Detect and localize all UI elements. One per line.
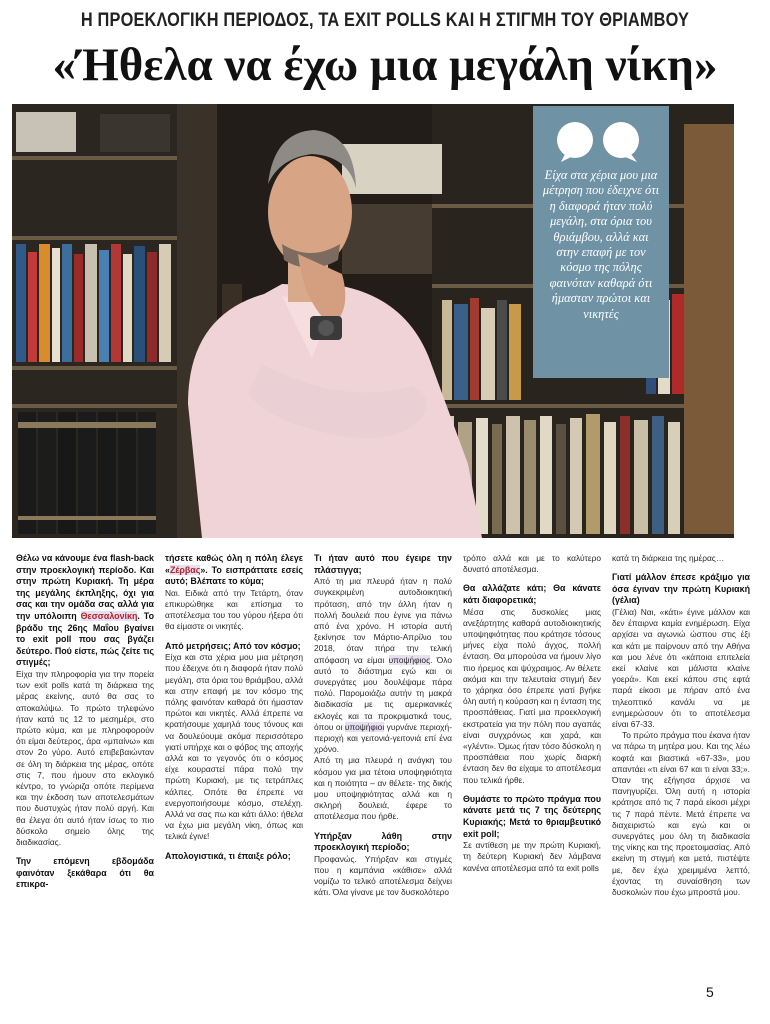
answer-text: Είχα την πληροφορία για την πορεία των exit polls κατά τη διάρκεια της μέρας εκείνης, αυτό θα σας το αποκαλύψω. Το πρώτο τηλεφώνο ήταν κατά τις 12 το μεσημέρι, στο πρώτο κύμα, και με πληροφορούν ότι είμαι δεύτερος, άρα «μπαίνω» και στον 2ο γύρο. Αυτό επιβεβαιώνταν σε όλη τη διάρκεια της μέρας, οπότε στις 7, που ήμουν στο εκλογικό κέντρο, το γνώριζα οπότε περίμενα και την έκδοση των αποτελεσμάτων που δυστυχώς ήταν πολύ αργή. Και θα έλεγα ότι αυτό ήταν ίσως το πιο δύσκολο σημείο όλης της διαδικασίας. [16,668,154,847]
question-text: Θυμάστε το πρώτο πράγμα που κάνατε μετά τις 7 της δεύτερης Κυριακής; Μετά το θριαμβευτικό exit poll; [463,793,601,839]
question-part: τήσετε καθώς όλη η πόλη έλεγε « [165,553,303,575]
article-column-1 [16,553,154,891]
answer-text: Σε αντίθεση με την πρώτη Κυριακή, τη δεύτερη Κυριακή δεν λάμβανα κανένα αποτέλεσμα από τα exit polls [463,840,601,873]
kicker: Η ΠΡΟΕΚΛΟΓΙΚΗ ΠΕΡΙΟΔΟΣ, ΤΑ EXIT POLLS ΚΑΙ Η ΣΤΙΓΜΗ ΤΟΥ ΘΡΙΑΜΒΟΥ [80,10,690,31]
question-text: Απολογιστικά, τι έπαιξε ρόλο; [165,850,291,861]
article-column-2 [165,553,303,862]
question-text [16,553,154,669]
answer-text [314,576,452,755]
question-text: Την επόμενη εβδομάδα φαινόταν ξεκάθαρα ότι θα επικρα- [16,856,154,890]
question-part: Θέλω να κάνουμε ένα flash-back στην προεκλογική περίοδο. Και στην πρώτη Κυριακή. Τη μέρα της μεγάλης έκπληξης, όχι για σας και την ομάδα σας αλλά για την υπόλοιπη [16,553,154,621]
answer-part: Από τη μια πλευρά ήταν η πολύ συγκεκριμένη αυτοδιοικητική πρόταση, από την άλλη ήταν η πολλή δουλειά που έγινε για πάνω από ένα χρόνο. Η ιστορία αυτή ξεκίνησε τον Μάρτιο-Απρίλιο του 2018, όταν πήρα την τελική απόφαση να είμαι [314,576,452,665]
answer-text: Το πρώτο πράγμα που έκανα ήταν να πάρω τη μητέρα μου. Και της λέω κοφτά και βιαστικά «67-33», μου απαντάει «τι είναι 67 και τι είναι 33;». Όταν της εξήγησα άρχισε να πανηγυρίζει. Όλη αυτή η ιστορία κράτησε από τις 7 παρά είκοσι μέχρι τις 7 παρά πέντε. Μετά έπρεπε να διαχειριστώ και εγώ και οι συνεργάτες μου όλη τη διαδικασία της νίκης και της προετοιμασίας. Από εκείνη τη στιγμή και μετά, πιστέψτε με, δεν έχω χρειμιμένα λεπτό, έχοντας τη συναίσθηση των δυσκολιών που έχω μπροστά μου. [612,730,750,898]
question-text: Γιατί μάλλον έπεσε κράξιμο για όσα έγιναν την πρώτη Κυριακή (γέλια) [612,572,750,606]
question-part: ». Το εισπράττατε εσείς αυτό; Βλέπατε το κύμα; [165,564,303,587]
article-column-5 [612,553,750,898]
answer-text: Είχα και στα χέρια μου μια μέτρηση που έδειχνε ότι η διαφορά ήταν πολύ μεγάλη, στα όρια του θριάμβου, αλλά και στην επαφή με τον κόσμο της πόλης φαινόταν καθαρά ότι ήμασταν πρώτοι και νικητές. Αλλά έπρεπε να κρατήσουμε χαμηλά τους τόνους και να δουλεύουμε ακόμα περισσότερο γιατί υπήρχε και ο φόβος της αποχής αλλά και το γεγονός ότι ο κόσμος είχε κουραστεί πάρα πολύ την πρώτη Κυριακή, με τις τετράπλες κάλπες. Οπότε θα έπρεπε να ενεργοποιήσουμε κόσμο, στελέχη. Αλλά να σας πω και κάτι άλλο: ήθελα να έχω μια μεγάλη νίκη, όπως και τελικά έγινε! [165,652,303,842]
article-column-4 [463,553,601,874]
headline: «Ήθελα να έχω μια μεγάλη νίκη» [52,39,718,91]
question-text [165,553,303,588]
question-part: . Το βράδυ της 26ης Μαΐου βγαίνει το exit poll που σας βγάζει δεύτερο. Πού είστε, πώς ζείτε τις στιγμές; [16,610,154,668]
highlighted-text: Θεσσαλονίκη [80,610,138,621]
highlighted-text: Ζέρβας [169,564,201,575]
answer-text: Μέσα στις δυσκολίες μιας ανεξάρτητης καθαρά αυτοδιοικητικής υποψηφιότητας που κράτησε τόσους μήνες είχα πολύ άγχος, πολλή ένταση. Θα μπορούσα να ήμουν λίγο πιο ήρεμος και ψύχραιμος. Αν θέλετε ακόμα και την τελευταία στιγμή δεν το χάρηκα όσο έπρεπε γιατί βγήκε όλη αυτή η κούραση και η ένταση της προσπάθειας. Γιατί μια προεκλογική εκστρατεία για την πόλη που αγαπάς είναι συγχρόνως και χαρά, και «γλέντι». Όμως ήταν τόσο δύσκολη η προσπάθεια που χωρίς διαρκή ένταση δεν θα είχαμε το αποτέλεσμα που τελικά ήρθε. [463,606,601,785]
question-text: Υπήρξαν λάθη στην προεκλογική περίοδο; [314,830,452,853]
answer-part: . Όλο αυτό το διάστημα εγώ και οι συνεργάτες μου δουλέψαμε πάρα πολύ. Παρομοιάζω αυτήν τη μακρά διαδικασία με τις αμερικανικές εκλογές και τα προκριματικά τους, όπου οι [314,654,452,732]
answer-text: τρόπο αλλά και με το καλύτερο δυνατό αποτέλεσμα. [463,553,601,575]
answer-text: Ναι. Ειδικά από την Τετάρτη, όταν επικυρώθηκε και επίσημα το αποτέλεσμα του του γύρου ήξερα ότι θα είμαστε οι νικητές. [165,587,303,632]
question-text: Θα αλλάζατε κάτι; Θα κάνατε κάτι διαφορετικά; [463,583,601,605]
pull-quote-box [533,106,669,378]
answer-text: Προφανώς. Υπήρξαν και στιγμές που η καμπάνια «κάθισε» αλλά νομίζω το τελικό αποτέλεσμα δείχνει κάτι. Όλα γίνανε με τον δυσκολότερο [314,853,452,898]
question-text: Τι ήταν αυτό που έγειρε την πλάστιγγα; [314,553,452,575]
question-text: Από μετρήσεις; Από τον κόσμο; [165,640,301,651]
answer-text: (Γέλια) Ναι, «κάτι» έγινε μάλλον και δεν έπαιρνα καμία ενημέρωση. Είχα αρχίσει να αγωνιώ ώσπου στις έξι και κάτι με παίρνουν από την Αθήνα και μου λένε ότι «κάποια επιτελεία εκεί κλαίνε και μάλιστα κλαίνε γοερά». Και εκεί κάπου στις εφτά παρά είκοσι με πήραν από ένα τηλεοπτικό κανάλι να με ενημερώσουν ότι το αποτέλεσμα είναι 67-33. [612,606,750,730]
page-number: 5 [706,984,714,1000]
answer-text: κατά τη διάρκεια της ημέρας… [612,553,725,563]
article-column-3 [314,553,452,899]
highlighted-text: υποψήφιοι [344,721,385,732]
answer-text: Από τη μια πλευρά η ανάγκη του κόσμου για μια τέτοια υποψηφιότητα και η ποιότητα – αν θέλετε- της δικής μου υποψηφιότητας αλλά και η σκληρή δουλειά, έφερε το αποτέλεσμα που ήρθε. [314,755,452,822]
pull-quote-text: Είχα στα χέρια μου μια μέτρηση που έδειχνε ότι η διαφορά ήταν πολύ μεγάλη, στα όρια του θριάμβου, αλλά και στην επαφή με τον κόσμο της πόλης φαινόταν καθαρά ότι ήμασταν πρώτοι και νικητές [542,168,660,321]
highlighted-text: υποψήφιος [388,654,431,665]
speech-bubble-icon [547,118,657,162]
answer-part: γυρνάνε περιοχή-περιοχή και γειτονιά-γειτονιά επί ένα χρόνο. [314,721,452,755]
